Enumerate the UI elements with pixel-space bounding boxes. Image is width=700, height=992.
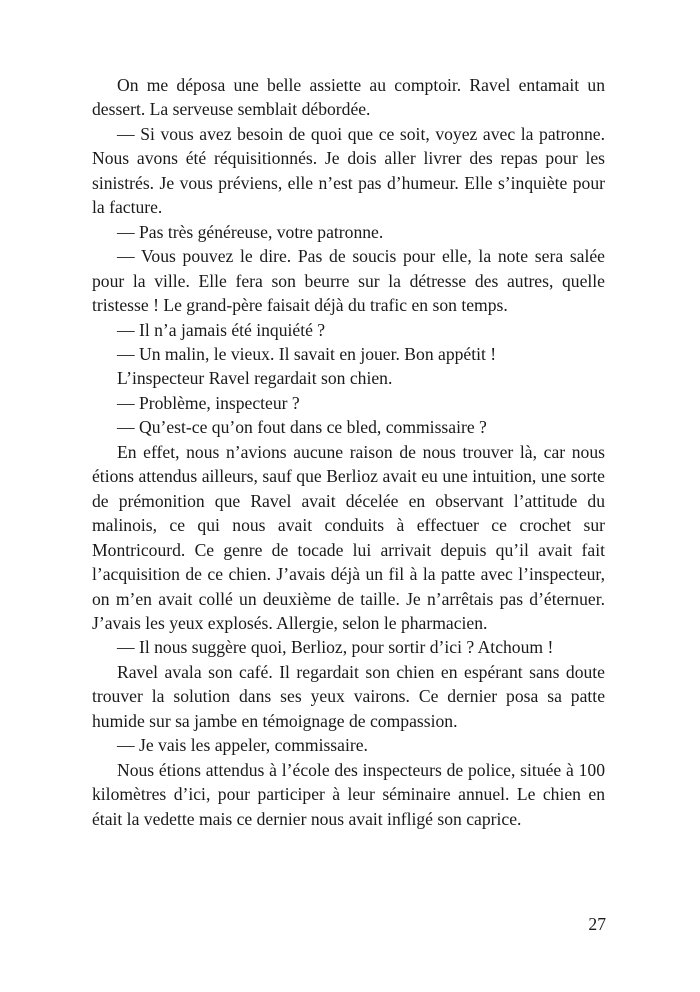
page-number: 27 — [588, 914, 606, 934]
paragraph: — Qu’est-ce qu’on fout dans ce bled, commissaire ? — [117, 417, 487, 438]
paragraph: — Il n’a jamais été inquiété ? — [117, 319, 326, 340]
paragraph: Ravel avala son café. Il regardait son chien en espérant sans doute trouver la solution dans ses yeux vairons. Ce dernier posa sa patte humide sur sa jambe en témoignage de compassion. — [92, 661, 605, 731]
paragraph: — Je vais les appeler, commissaire. — [117, 735, 368, 756]
paragraph: — Problème, inspecteur ? — [117, 392, 300, 413]
paragraph: — Pas très généreuse, votre patronne. — [117, 221, 384, 242]
paragraph: L’inspecteur Ravel regardait son chien. — [117, 368, 393, 389]
paragraph: — Vous pouvez le dire. Pas de soucis pour elle, la note sera salée pour la ville. Elle fera son beurre sur la détresse des autres, quelle tristesse ! Le grand-père faisait déjà du trafic en son temps. — [92, 246, 605, 316]
paragraph: En effet, nous n’avions aucune raison de nous trouver là, car nous étions attendus ailleurs, sauf que Berlioz avait eu une intuition, une sorte de prémonition que Ravel avait décelée en observant l’attitude du malinois, ce qui nous avait conduits à effectuer ce crochet sur Montricourd. Ce genre de tocade lui arrivait depuis qu’il avait fait l’acquisition de ce chien. J’avais déjà un fil à la patte avec l’inspecteur, on m’en avait collé un deuxième de taille. Je n’arrêtais pas d’éternuer. J’avais les yeux explosés. Allergie, selon le pharmacien. — [92, 441, 605, 633]
paragraph: — Il nous suggère quoi, Berlioz, pour sortir d’ici ? Atchoum ! — [117, 637, 554, 658]
paragraph: On me déposa une belle assiette au comptoir. Ravel entamait un dessert. La serveuse semblait débordée. — [92, 75, 605, 120]
paragraph: — Si vous avez besoin de quoi que ce soit, voyez avec la patronne. Nous avons été réquisitionnés. Je dois aller livrer des repas pour les sinistrés. Je vous préviens, elle n’est pas d’humeur. Elle s’inquiète pour la facture. — [92, 123, 605, 218]
paragraph: — Un malin, le vieux. Il savait en jouer. Bon appétit ! — [117, 343, 497, 364]
body-text — [92, 73, 605, 831]
paragraph: Nous étions attendus à l’école des inspecteurs de police, située à 100 kilomètres d’ici, pour participer à leur séminaire annuel. Le chien en était la vedette mais ce dernier nous avait infligé son caprice. — [92, 759, 605, 829]
